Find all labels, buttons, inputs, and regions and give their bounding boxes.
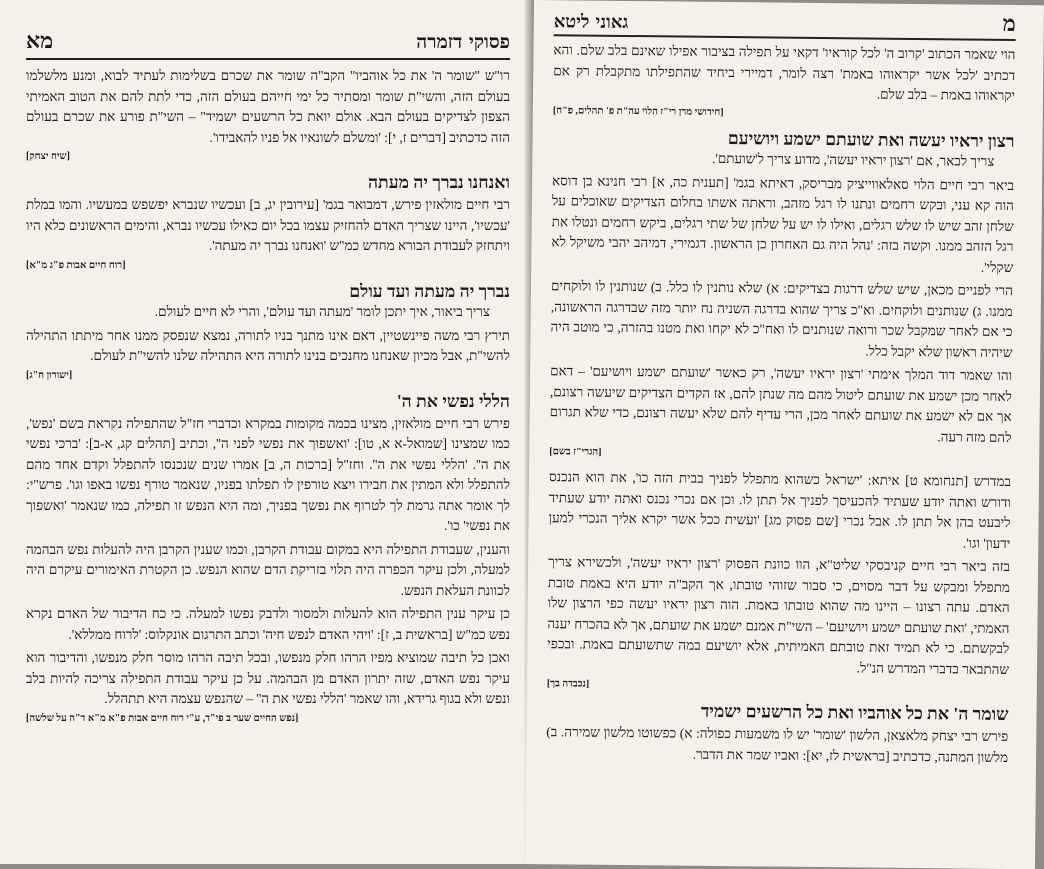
section-question: צריך ביאור, איך יתכן לומר 'מעתה ועד עולם', והרי לא חיים לעולם. xyxy=(154,303,490,319)
source-citation: [נפש החיים שער ב פי"ד, ע"י רוח חיים אבות פ"א מ"א ד"ה על שלשה] xyxy=(26,712,299,724)
section-heading: ואנחנו נברך יה מעתה xyxy=(367,172,510,192)
source-citation: [הגרי"ז בשם] xyxy=(549,446,602,458)
section-heading: רצון יראיו יעשה ואת שועתם ישמע ויושיעם xyxy=(727,127,1015,151)
body-paragraph: והענין, שעבודת התפילה היא במקום עבודת הקרבן, וכמו שענין הקרבן היה להעלות נפש הבהמה למעלה, ולכן עיקר הכפרה היה תלוי בזריקת הדם שהוא הנפש. כן הקטרת האימורים עיקרם היה לכוונת העלאת הנפש. xyxy=(26,541,510,598)
source-citation: [שיח יצחק] xyxy=(26,151,70,162)
body-paragraph: תירץ רבי משה פיינשטיין, דאם אינו מתנך בניו לתורה, נמצא שנפסק ממנו אחר מיתתו התהילה להשי"ת, אבל מכיון שאנחנו מחנכים בנינו לתורה היא התהילה שלנו להשי"ת לעולם. xyxy=(26,327,510,363)
body-paragraph: ביאר רבי חיים הלוי סאלאווייציק מבריסק, דאיתא בגמ' [תענית כה, א] רבי חנינא בן דוסא הוה קא עני, ובקש רחמים ונתנו לו רגל מזהב, וראתה אשתו בחלום הצדיקים שאוכלים על שלחן זהב שיש לו שלש רגלים, ואילו לו יש על שלחן של שתי רגלים, ביקש רחמים ונטלו את רגל הזהב ממנו. וקשה בזה: 'נהל היה גם האחרון כן הראשון. דגמירי, דמיהב יהבי משיקל לא שקלי'. xyxy=(551,172,1015,275)
source-citation: [חידושי מרן רי"ז הלוי עה"ת פ' תהלים, פ"ח] xyxy=(552,104,724,118)
left-page-number: מא xyxy=(26,28,54,54)
body-paragraph: רו"ש "שומר ה' את כל אוהביו" הקב"ה שומר את שכרם בשלימות לעתיד לבוא, ומנע מלשלמו בעולם הזה, והשי"ת שומר ומסתיר כל ימי חייהם בעולם הזה, כדי לתת להם את הטוב האמיתי הצפון לצדיקים בעולם הבא. אולם יואת כל הרשעים ישמיד" – השי"ת פורע את שכרם בעולם הזה כדכתיב [דברים ז, י]: 'ומשלם לשונאיו אל פניו להאבידו'. xyxy=(26,68,510,145)
body-paragraph: והו שאמר דוד המלך אימתי 'רצון יראיו יעשה', רק כאשר 'שועתם ישמע ויושיעם' – דאם לאחר מכן ישמע את שועתם ליטול מהם מה שנתן להם, אז הקדים הצדיקים שיעשה רצונם, אך אם לא ישמע את שועתם לאחר מכן, הרי עדיף להם שלא יעשה רצונם, כדי שלא תגרום להם מזה רעה. xyxy=(549,363,1013,445)
body-paragraph: בזה ביאר רבי חיים קניבסקי שליט"א, הוו כוונת הפסוק 'רצון יראיו יעשה', ולכשירא צריך מתפלל ומבקש על דבר מסוים, כי סבור שזוהי טובתו, אך הקב"ה יודע היא באמת טובת האדם. עתה רצונו – היינו מה שהוא טובתו באמת. הוה רצון יראיו יעשה כפי הרצון שלו האמתי, 'ואת שועתם ישמע ויושיעם' – השי"ת אמנם ישמע את שועתם, אך לא בהכרח יענה לבקשתם. כי לא תמיד זאת טובתם האמיתית, אלא יושיעם במה שתשועתם באמת. ובכפי שהתבאר בדברי המדרש הנ"ל. xyxy=(547,554,1011,677)
body-paragraph: רבי חיים מולאזין פירש, דמבואר בגמ' [עירובין יג, ב] ועכשיו שנברא יפשפש במעשיו. והמו במלת 'עכשיו', היינו שצריך האדם להחזיק עצמו בכל יום כאילו עכשיו נברא, והימים הראשונים כלא היו ויתחזק לעבודת הבורא מחדש כמ"ש 'ואנחנו נברך יה מעתה'. xyxy=(26,197,510,253)
body-paragraph: במדרש [תנחומא ט] איתא: 'ישראל כשהוא מתפלל לפניך בבית הזה כו', את הוא הנכנס ודורש ואתה יודע שעתיד להכעיסך לפניך אל תתן לו. וכן אם נכרי נכנס ואתה יודע שעתיד ליבעט בהן אל תתן לו. אבל נכרי [שם פסוק מג] 'ועשית ככל אשר יקרא אליך הנכרי למען ידעון' וגו'. xyxy=(548,469,1012,551)
left-page-running-title: פסוקי דזמרה xyxy=(416,31,510,53)
section-heading: הללי נפשי את ה' xyxy=(396,390,510,411)
source-citation: [ישורון ח"ג] xyxy=(26,369,73,381)
right-page-header xyxy=(554,6,1016,41)
body-paragraph: הוי שאמר הכתוב 'קרוב ה' לכל קוראיו' דקאי על תפילה בציבור אפילו שאינם בלב שלם. והא דכתיב 'לכל אשר יקראוהו באמת' רצה לומר, דמיירי ביחיד שהתפילתו מתקבלת רק אם יקראוהו באמת – בלב שלם. xyxy=(553,42,1016,104)
source-citation: [נכבדה בך] xyxy=(546,678,590,690)
right-page-number: מ xyxy=(1002,10,1016,38)
body-paragraph: פירש רבי יצחק מלאצאן, הלשון 'שומר' יש לו משמעות כפולה: א) כפשוטו מלשון שמירה. ב) מלשון המתנה, כדכתיב [בראשית לז, יא]: ואביו שמר את הדבר. xyxy=(546,724,1009,765)
body-paragraph: הרי לפניים מכאן, שיש שלש דרגות בצדיקים: א) שלא נותנין לו כלל. ב) שנותנין לו ולוקחים ממנו. ג) שנותנים ולוקחים. וא"כ צריך שהוא בדרגה השניה נח יותר מזה שבדרגה הראשונה, כי אם לאחר שמקבל שכר ורואה שנותנים לו ואח"כ לא יקחו ואת מטנו בהזרה, כי מוטב היה שיהיה ראשון שלא יקבל כלל. xyxy=(550,278,1014,360)
right-column xyxy=(546,40,1016,768)
section-heading: שומר ה' את כל אוהביו ואת כל הרשעים ישמיד xyxy=(700,700,1009,725)
right-page xyxy=(525,0,1044,869)
body-paragraph: פירש רבי חיים מולאזין, מצינו בכמה מקומות במקרא וכדברי חז"ל שהתפילה נקראת בשם 'נפש', כמו שמצינו [שמואל-א א, טו]: 'ואשפוך את נפשי לפני ה'', וכתיב [תהלים קג, א-ב]: 'ברכי נפשי את ה''. 'הללי נפשי את ה''. וחז"ל [ברכות ה, ב] אמרו שנים שנכנסו להתפלל וקדם אחד מהם להתפלל ולא המתין את חבירו ויצא טורפין לו תפלתו בפניו, שנאמר טורף נפשו באפו וגו'. פרש"י: לך אומר אתה גרמת לך לטרוף את נפשך בפניך, ומה היא הנפש זו תפילה, כמו שנאמר 'ואשפוך את נפשי' כו'. xyxy=(26,415,510,533)
right-page-running-title: גאוני ליטא xyxy=(553,11,629,33)
left-page-header xyxy=(26,28,510,60)
body-paragraph: ואכן כל תיבה שמוציא מפיו הרהו חלק מנפשו, ובכל תיבה הרהו מוסר חלק מנפשו, והדיבור הוא עיקר נפש האדם, שזה יתרון האדם מן הבהמה. על כן עיקר עבודת התפילה צריכה להיות בלב ונפש ולא בגוף גרידא, והו שאמר 'הללי נפשי את ה'' – שהנפש עצמה היא תתהלל. xyxy=(26,650,510,706)
source-citation: [רוח חיים אבות פ"ג מ"א] xyxy=(26,259,126,271)
section-question: צריך לבאר, אם 'רצון יראיו יעשה', מדוע צריך ל'שועתם'. xyxy=(711,150,995,169)
body-paragraph: כן עיקר ענין התפילה הוא להעלות ולמסור ולדבק נפשו למעלה. כי כח הדיבור של האדם נקרא נפש כמ"ש [בראשית ב, ז]: 'ויהי האדם לנפש חיה' וכתב התרגום אונקלוס: 'לרוח ממללא'. xyxy=(26,606,510,642)
section-heading: נברך יה מעתה ועד עולם xyxy=(349,280,510,301)
left-column xyxy=(26,66,510,724)
